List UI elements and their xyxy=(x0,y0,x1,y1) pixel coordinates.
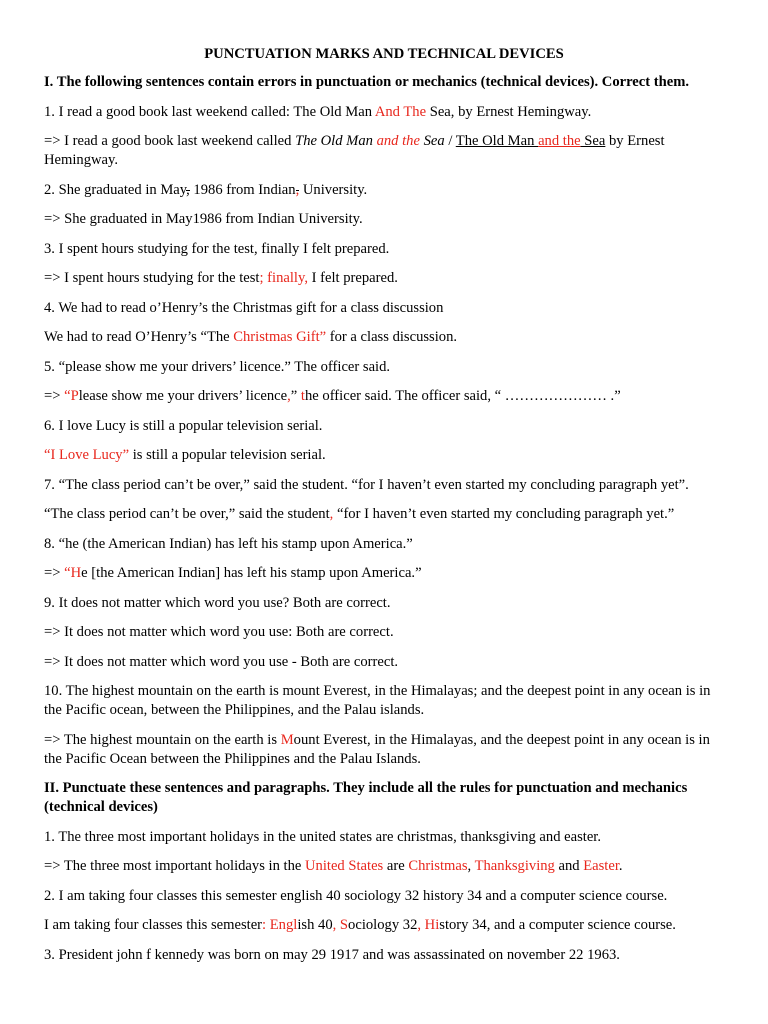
sentence-9-correction-b: => It does not matter which word you use - Both are correct. xyxy=(44,653,399,670)
sentence-9-correction-a: => It does not matter which word you use: Both are correct. xyxy=(44,624,394,640)
sentence-10: 10. The highest mountain on the earth is mount Everest, in the Himalayas; and the deepest point in any ocean is in the Pacific ocean, between the Philippines, and the Palau islands. xyxy=(44,683,711,718)
exercise-2-correction: I am taking four classes this semester: English 40, Sociology 32, History 34, and a computer science course. xyxy=(44,917,676,933)
sentence-8: 8. “he (the American Indian) has left his stamp upon America.” xyxy=(44,535,413,552)
sentence-5: 5. “please show me your drivers’ licence.” The officer said. xyxy=(44,358,391,375)
sentence-2: 2. She graduated in May, 1986 from Indian, University. xyxy=(44,181,368,198)
sentence-2-correction: => She graduated in May1986 from Indian University. xyxy=(44,211,363,227)
sentence-1: 1. I read a good book last weekend called: The Old Man And The Sea, by Ernest Hemingway. xyxy=(44,103,592,120)
sentence-3-correction: => I spent hours studying for the test; finally, I felt prepared. xyxy=(44,270,398,286)
sentence-6: 6. I love Lucy is still a popular television serial. xyxy=(44,417,323,434)
sentence-5-correction: => “Please show me your drivers’ licence,” the officer said. The officer said, “ ………………… .” xyxy=(44,388,621,404)
sentence-7: 7. “The class period can’t be over,” said the student. “for I haven’t even started my concluding paragraph yet”. xyxy=(44,476,689,493)
sentence-8-correction: => “He [the American Indian] has left his stamp upon America.” xyxy=(44,565,422,581)
sentence-4-correction: We had to read O’Henry’s “The Christmas Gift” for a class discussion. xyxy=(44,329,458,345)
sentence-9: 9. It does not matter which word you use? Both are correct. xyxy=(44,594,391,611)
sentence-10-correction: => The highest mountain on the earth is Mount Everest, in the Himalayas, and the deepest point in any ocean is in the Pacific Ocean between the Philippines and the Palau Islands. xyxy=(44,731,710,767)
exercise-1-correction: => The three most important holidays in the United States are Christmas, Thanksgiving and Easter. xyxy=(44,858,623,874)
exercise-2: 2. I am taking four classes this semester english 40 sociology 32 history 34 and a computer science course. xyxy=(44,887,668,904)
sentence-7-correction: “The class period can’t be over,” said the student, “for I haven’t even started my concluding paragraph yet.” xyxy=(44,506,675,522)
exercise-1: 1. The three most important holidays in the united states are christmas, thanksgiving and easter. xyxy=(44,828,602,845)
sentence-4: 4. We had to read o’Henry’s the Christmas gift for a class discussion xyxy=(44,299,444,316)
sentence-3: 3. I spent hours studying for the test, finally I felt prepared. xyxy=(44,240,390,257)
exercise-3: 3. President john f kennedy was born on may 29 1917 and was assassinated on november 22 1963. xyxy=(44,946,620,963)
section-1-heading: I. The following sentences contain errors in punctuation or mechanics (technical devices). Correct them. xyxy=(44,74,690,90)
section-2-heading: II. Punctuate these sentences and paragraphs. They include all the rules for punctuation and mechanics (technical devices) xyxy=(44,780,688,815)
sentence-1-correction: => I read a good book last weekend called The Old Man and the Sea / The Old Man and the Sea by Ernest Hemingway. xyxy=(44,133,665,168)
page-title: PUNCTUATION MARKS AND TECHNICAL DEVICES xyxy=(204,46,564,62)
sentence-6-correction: “I Love Lucy” is still a popular television serial. xyxy=(44,447,326,463)
